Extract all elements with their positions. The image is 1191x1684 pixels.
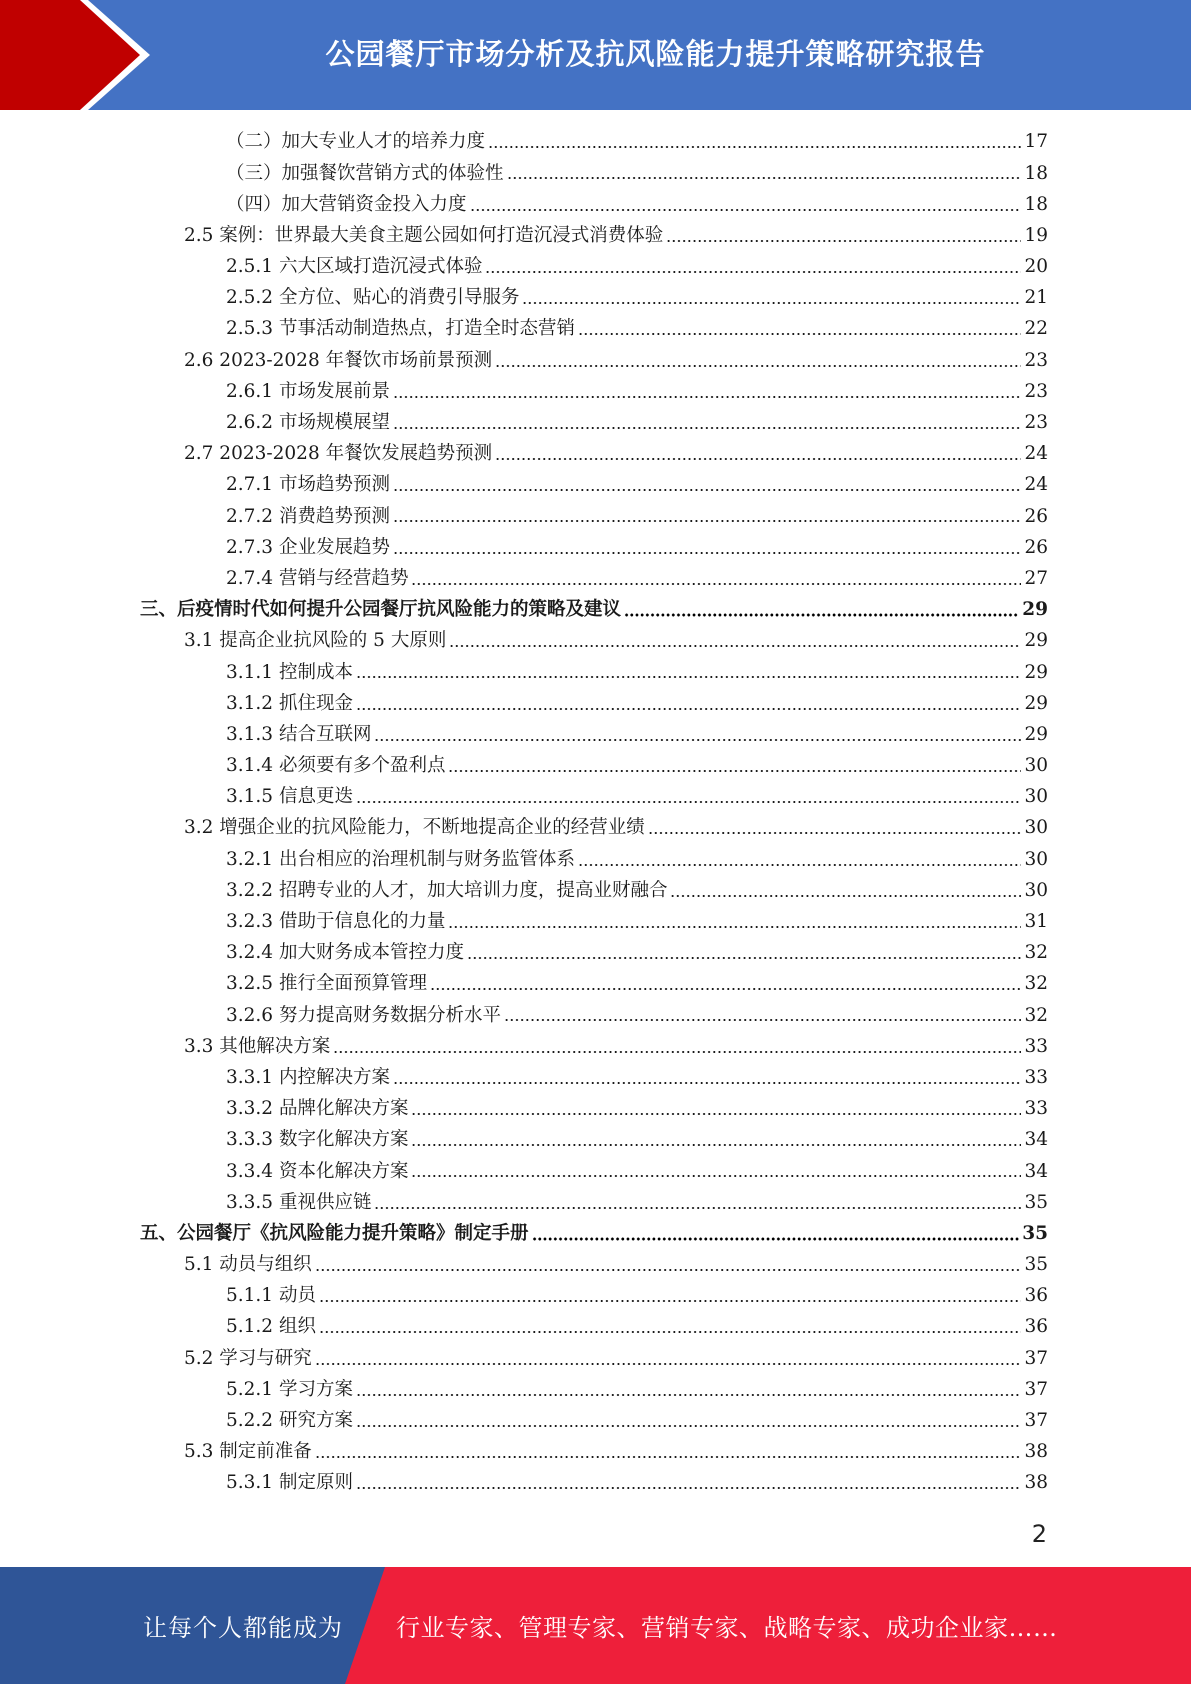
toc-entry-title: 3.2.5 推行全面预算管理 <box>226 973 427 995</box>
toc-entry-title: 5.2.2 研究方案 <box>226 1410 353 1432</box>
toc-dot-leader <box>666 238 1021 244</box>
toc-entry-page: 26 <box>1024 536 1048 558</box>
toc-entry[interactable] <box>140 314 1048 345</box>
toc-dot-leader <box>495 363 1021 369</box>
toc-entry-title: 3.2 增强企业的抗风险能力，不断地提高企业的经营业绩 <box>184 817 645 839</box>
toc-entry[interactable] <box>140 657 1048 688</box>
toc-dot-leader <box>507 175 1022 181</box>
toc-entry-page: 24 <box>1024 443 1048 465</box>
chevron-arrow-icon <box>0 0 150 110</box>
toc-entry-page: 36 <box>1024 1316 1048 1338</box>
table-of-contents <box>140 127 1048 1499</box>
toc-entry[interactable] <box>140 283 1048 314</box>
toc-dot-leader <box>356 799 1022 805</box>
toc-entry-title: 3.1.2 抓住现金 <box>226 692 353 714</box>
toc-entry-title: 3.3 其他解决方案 <box>184 1035 331 1057</box>
toc-entry[interactable] <box>140 1375 1048 1406</box>
toc-entry[interactable] <box>140 782 1048 813</box>
toc-entry-page: 37 <box>1024 1347 1048 1369</box>
toc-entry[interactable] <box>140 720 1048 751</box>
toc-entry-page: 24 <box>1024 474 1048 496</box>
toc-entry[interactable] <box>140 1406 1048 1437</box>
toc-entry-page: 35 <box>1022 1222 1048 1244</box>
header-banner <box>0 0 1191 110</box>
toc-dot-leader <box>430 986 1021 992</box>
toc-dot-leader <box>411 1173 1021 1179</box>
toc-entry[interactable] <box>140 1125 1048 1156</box>
page-number: 2 <box>1031 1520 1047 1548</box>
toc-entry[interactable] <box>140 221 1048 252</box>
toc-dot-leader <box>624 612 1019 618</box>
toc-entry[interactable] <box>140 158 1048 189</box>
toc-entry-page: 30 <box>1024 755 1048 777</box>
toc-entry-title: 2.5.3 节事活动制造热点，打造全时态营销 <box>226 318 575 340</box>
toc-entry-title: 3.3.1 内控解决方案 <box>226 1066 390 1088</box>
toc-entry-page: 29 <box>1022 599 1048 621</box>
toc-entry-title: 2.6.1 市场发展前景 <box>226 380 390 402</box>
toc-entry-page: 23 <box>1024 349 1048 371</box>
toc-entry-title: 2.7.2 消费趋势预测 <box>226 505 390 527</box>
toc-dot-leader <box>315 1361 1022 1367</box>
toc-entry-title: （二）加大专业人才的培养力度 <box>226 131 486 153</box>
toc-entry-page: 32 <box>1024 973 1048 995</box>
toc-entry[interactable] <box>140 1281 1048 1312</box>
toc-entry-page: 20 <box>1024 256 1048 278</box>
toc-entry-title: 2.6 2023-2028 年餐饮市场前景预测 <box>184 349 493 371</box>
toc-entry-page: 32 <box>1024 1004 1048 1026</box>
toc-entry[interactable] <box>140 377 1048 408</box>
toc-entry-title: 3.3.2 品牌化解决方案 <box>226 1098 409 1120</box>
toc-entry-title: 5.1 动员与组织 <box>184 1254 312 1276</box>
toc-entry-page: 21 <box>1024 287 1048 309</box>
toc-entry-title: 3.1 提高企业抗风险的 5 大原则 <box>184 630 447 652</box>
toc-dot-leader <box>333 1049 1021 1055</box>
toc-entry[interactable] <box>140 1312 1048 1343</box>
toc-entry-page: 32 <box>1024 942 1048 964</box>
toc-entry[interactable] <box>140 1219 1048 1250</box>
toc-entry-title: 2.7.1 市场趋势预测 <box>226 474 390 496</box>
toc-entry[interactable] <box>140 1250 1048 1281</box>
toc-entry-title: 3.2.6 努力提高财务数据分析水平 <box>226 1004 501 1026</box>
toc-entry-page: 18 <box>1024 193 1048 215</box>
toc-entry[interactable] <box>140 688 1048 719</box>
toc-entry-page: 36 <box>1024 1285 1048 1307</box>
toc-dot-leader <box>319 1298 1022 1304</box>
toc-entry-title: 5.2 学习与研究 <box>184 1347 312 1369</box>
toc-dot-leader <box>393 518 1021 524</box>
toc-dot-leader <box>393 487 1021 493</box>
toc-dot-leader <box>470 207 1022 213</box>
toc-entry-title: 5.3 制定前准备 <box>184 1441 312 1463</box>
toc-entry-title: 3.1.4 必须要有多个盈利点 <box>226 755 446 777</box>
toc-dot-leader <box>578 862 1021 868</box>
toc-dot-leader <box>356 1392 1022 1398</box>
toc-entry-page: 29 <box>1024 723 1048 745</box>
toc-entry-page: 38 <box>1024 1441 1048 1463</box>
toc-entry[interactable] <box>140 345 1048 376</box>
toc-dot-leader <box>356 1423 1022 1429</box>
toc-entry-page: 37 <box>1024 1378 1048 1400</box>
toc-entry-page: 26 <box>1024 505 1048 527</box>
toc-entry[interactable] <box>140 1343 1048 1374</box>
toc-dot-leader <box>374 737 1021 743</box>
toc-entry-page: 38 <box>1024 1472 1048 1494</box>
toc-entry[interactable] <box>140 876 1048 907</box>
toc-entry-page: 33 <box>1024 1035 1048 1057</box>
toc-entry[interactable] <box>140 252 1048 283</box>
toc-dot-leader <box>495 456 1021 462</box>
toc-entry[interactable] <box>140 907 1048 938</box>
toc-entry[interactable] <box>140 1187 1048 1218</box>
toc-entry[interactable] <box>140 938 1048 969</box>
toc-entry-title: （四）加大营销资金投入力度 <box>226 193 467 215</box>
toc-entry-title: 2.7.3 企业发展趋势 <box>226 536 390 558</box>
toc-dot-leader <box>411 1142 1021 1148</box>
toc-dot-leader <box>393 1080 1021 1086</box>
toc-entry[interactable] <box>140 1468 1048 1499</box>
toc-entry-page: 27 <box>1024 567 1048 589</box>
toc-entry-title: 3.3.3 数字化解决方案 <box>226 1129 409 1151</box>
toc-entry-page: 23 <box>1024 412 1048 434</box>
toc-entry[interactable] <box>140 564 1048 595</box>
toc-entry-title: 2.5.1 六大区域打造沉浸式体验 <box>226 256 483 278</box>
toc-dot-leader <box>485 269 1021 275</box>
toc-entry[interactable] <box>140 1031 1048 1062</box>
toc-entry-page: 35 <box>1024 1254 1048 1276</box>
toc-dot-leader <box>648 830 1022 836</box>
toc-entry-title: 3.2.2 招聘专业的人才，加大培训力度，提高业财融合 <box>226 879 668 901</box>
toc-entry-title: 2.5.2 全方位、贴心的消费引导服务 <box>226 287 520 309</box>
toc-entry-page: 29 <box>1024 630 1048 652</box>
toc-entry[interactable] <box>140 1063 1048 1094</box>
toc-entry-title: （三）加强餐饮营销方式的体验性 <box>226 162 504 184</box>
toc-entry[interactable] <box>140 1094 1048 1125</box>
toc-entry-title: 3.2.3 借助于信息化的力量 <box>226 911 446 933</box>
toc-entry[interactable] <box>140 127 1048 158</box>
toc-entry-title: 3.1.1 控制成本 <box>226 661 353 683</box>
toc-entry[interactable] <box>140 470 1048 501</box>
toc-entry[interactable] <box>140 501 1048 532</box>
toc-entry[interactable] <box>140 1437 1048 1468</box>
toc-entry-page: 31 <box>1024 911 1048 933</box>
toc-entry-title: 2.5 案例：世界最大美食主题公园如何打造沉浸式消费体验 <box>184 224 664 246</box>
toc-entry-title: 三、后疫情时代如何提升公园餐厅抗风险能力的策略及建议 <box>140 599 622 621</box>
toc-dot-leader <box>504 1017 1021 1023</box>
footer-slogan-right: 行业专家、管理专家、营销专家、战略专家、成功企业家…… <box>396 1614 1058 1642</box>
toc-entry-title: 3.1.5 信息更迭 <box>226 786 353 808</box>
toc-dot-leader <box>393 394 1021 400</box>
toc-entry-page: 30 <box>1024 817 1048 839</box>
toc-dot-leader <box>532 1236 1020 1242</box>
toc-entry-title: 3.3.4 资本化解决方案 <box>226 1160 409 1182</box>
toc-entry-page: 33 <box>1024 1098 1048 1120</box>
footer-slogan-left: 让每个人都能成为 <box>143 1614 343 1642</box>
toc-dot-leader <box>411 581 1021 587</box>
toc-entry[interactable] <box>140 813 1048 844</box>
toc-entry-page: 30 <box>1024 879 1048 901</box>
toc-entry-page: 30 <box>1024 786 1048 808</box>
toc-entry-title: 5.1.1 动员 <box>226 1285 316 1307</box>
toc-dot-leader <box>393 550 1021 556</box>
toc-dot-leader <box>315 1267 1022 1273</box>
toc-dot-leader <box>448 924 1021 930</box>
toc-dot-leader <box>411 1111 1021 1117</box>
toc-entry-title: 2.7.4 营销与经营趋势 <box>226 567 409 589</box>
document-title: 公园餐厅市场分析及抗风险能力提升策略研究报告 <box>325 36 986 71</box>
toc-entry[interactable] <box>140 439 1048 470</box>
toc-entry[interactable] <box>140 1000 1048 1031</box>
toc-dot-leader <box>448 768 1021 774</box>
toc-entry-page: 22 <box>1024 318 1048 340</box>
toc-entry[interactable] <box>140 595 1048 626</box>
toc-entry[interactable] <box>140 1156 1048 1187</box>
toc-entry-page: 30 <box>1024 848 1048 870</box>
toc-entry[interactable] <box>140 408 1048 439</box>
toc-entry-title: 2.7 2023-2028 年餐饮发展趋势预测 <box>184 443 493 465</box>
toc-entry-title: 2.6.2 市场规模展望 <box>226 412 390 434</box>
toc-entry-title: 3.3.5 重视供应链 <box>226 1191 372 1213</box>
toc-dot-leader <box>374 1205 1021 1211</box>
toc-entry[interactable] <box>140 751 1048 782</box>
toc-entry-page: 29 <box>1024 692 1048 714</box>
footer-banner <box>0 1567 1191 1684</box>
toc-entry-title: 3.1.3 结合互联网 <box>226 723 372 745</box>
toc-dot-leader <box>488 144 1021 150</box>
toc-entry-title: 3.2.4 加大财务成本管控力度 <box>226 942 464 964</box>
toc-entry-title: 5.1.2 组织 <box>226 1316 316 1338</box>
toc-entry[interactable] <box>140 844 1048 875</box>
toc-entry[interactable] <box>140 969 1048 1000</box>
toc-dot-leader <box>356 706 1022 712</box>
toc-entry[interactable] <box>140 189 1048 220</box>
toc-entry-page: 34 <box>1024 1129 1048 1151</box>
toc-dot-leader <box>319 1329 1022 1335</box>
toc-entry-page: 23 <box>1024 380 1048 402</box>
toc-entry-title: 5.3.1 制定原则 <box>226 1472 353 1494</box>
toc-dot-leader <box>356 674 1022 680</box>
toc-dot-leader <box>522 300 1021 306</box>
toc-entry-page: 19 <box>1024 224 1048 246</box>
toc-entry-title: 五、公园餐厅《抗风险能力提升策略》制定手册 <box>140 1222 529 1244</box>
toc-entry-page: 35 <box>1024 1191 1048 1213</box>
toc-entry-page: 34 <box>1024 1160 1048 1182</box>
toc-dot-leader <box>315 1454 1022 1460</box>
toc-entry-page: 33 <box>1024 1066 1048 1088</box>
toc-dot-leader <box>578 331 1021 337</box>
toc-dot-leader <box>356 1485 1022 1491</box>
toc-entry-title: 5.2.1 学习方案 <box>226 1378 353 1400</box>
toc-entry-page: 17 <box>1024 131 1048 153</box>
toc-entry[interactable] <box>140 626 1048 657</box>
toc-dot-leader <box>449 643 1021 649</box>
toc-entry-page: 18 <box>1024 162 1048 184</box>
toc-entry-title: 3.2.1 出台相应的治理机制与财务监管体系 <box>226 848 575 870</box>
toc-entry[interactable] <box>140 532 1048 563</box>
toc-entry-page: 37 <box>1024 1410 1048 1432</box>
toc-dot-leader <box>467 955 1021 961</box>
toc-entry-page: 29 <box>1024 661 1048 683</box>
toc-dot-leader <box>393 425 1021 431</box>
toc-dot-leader <box>670 893 1021 899</box>
